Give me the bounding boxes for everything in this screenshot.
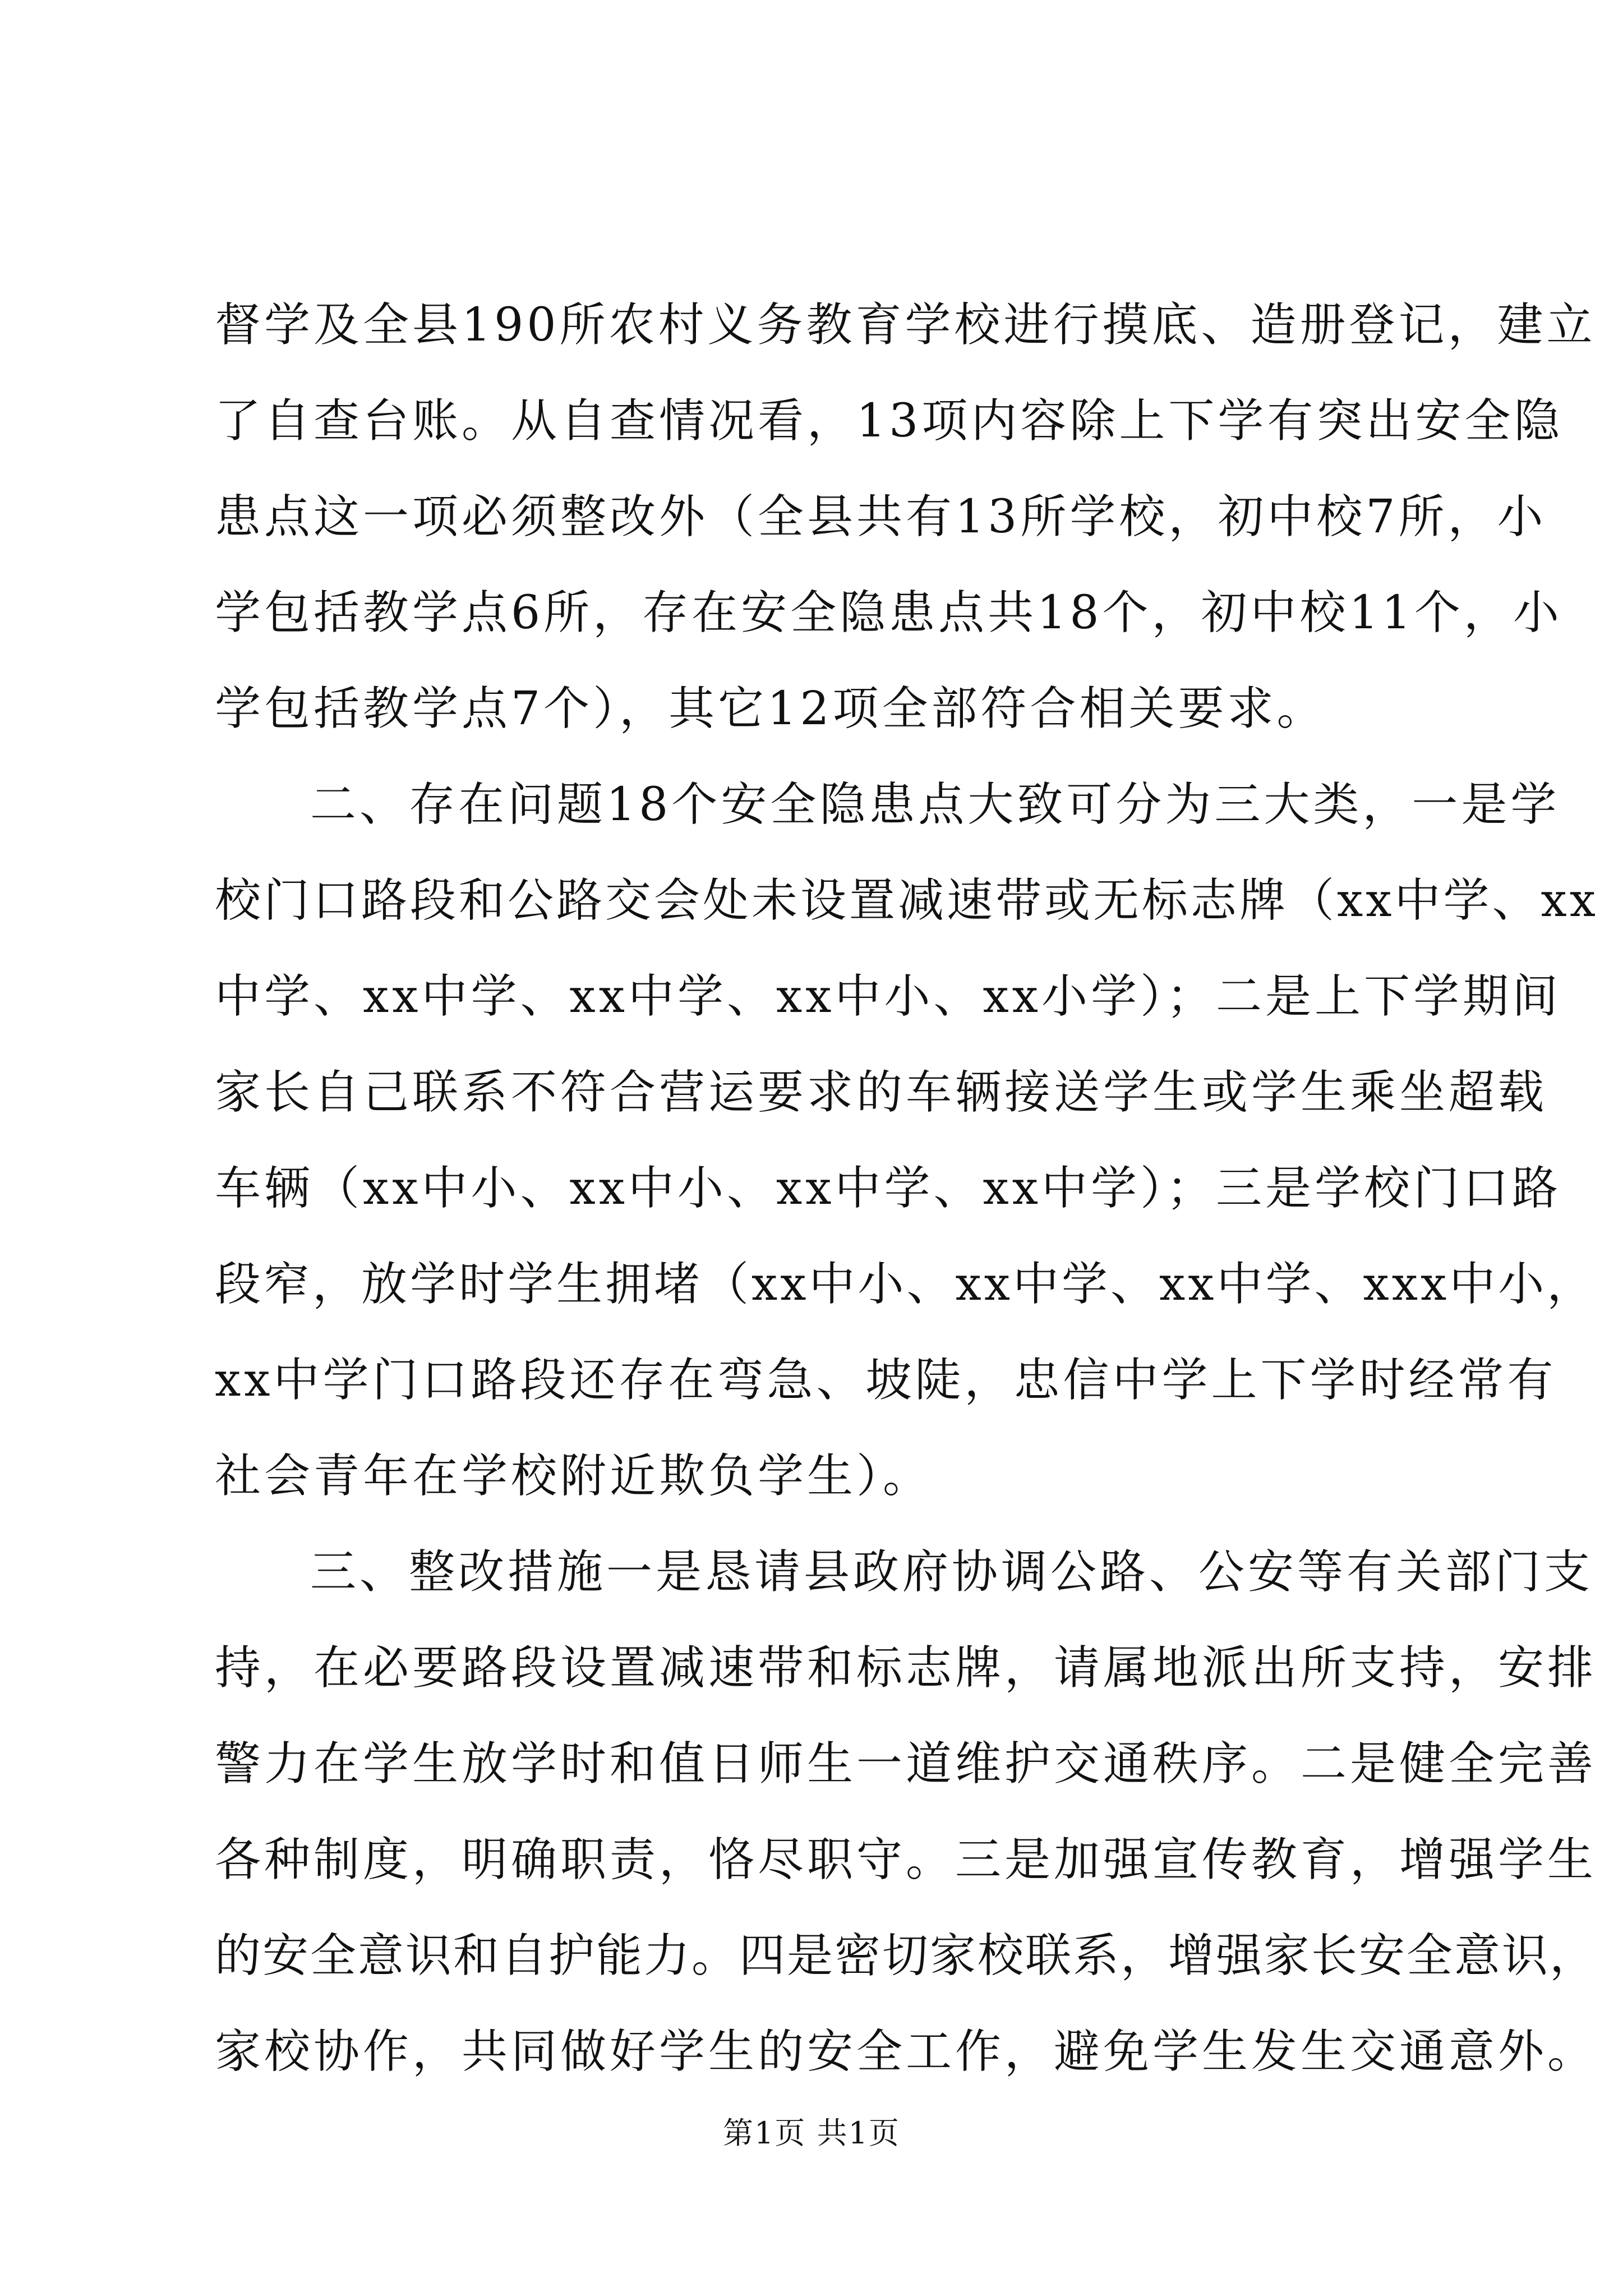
text-line: xx中学门口路段还存在弯急、坡陡，忠信中学上下学时经常有 [215,1354,1557,1407]
text-line: 警力在学生放学时和值日师生一道维护交通秩序。二是健全完善 [215,1737,1597,1791]
text-line: 车辆（xx中小、xx中小、xx中学、xx中学）；三是学校门口路 [215,1162,1561,1215]
section-heading-line: 二、存在问题18个安全隐患点大致可分为三大类，一是学 [310,778,1560,831]
text-line: 了自查台账。从自查情况看，13项内容除上下学有突出安全隐 [215,394,1564,448]
text-line: 持，在必要路段设置减速带和标志牌，请属地派出所支持，安排 [215,1641,1597,1695]
section-heading-line: 三、整改措施一是恳请县政府协调公路、公安等有关部门支 [310,1545,1594,1599]
text-line: 的安全意识和自护能力。四是密切家校联系，增强家长安全意识， [215,1929,1598,1982]
page-number-footer: 第1页 共1页 [723,2115,900,2151]
text-line: 督学及全县190所农村义务教育学校进行摸底、造册登记，建立 [215,298,1596,352]
text-line: 家校协作，共同做好学生的安全工作，避免学生发生交通意外。 [215,2025,1597,2078]
text-line: 家长自己联系不符合营运要求的车辆接送学生或学生乘坐超载 [215,1066,1548,1119]
text-line: 中学、xx中学、xx中学、xx中小、xx小学）；二是上下学期间 [215,970,1561,1023]
text-line: 各种制度，明确职责，恪尽职守。三是加强宣传教育，增强学生 [215,1833,1597,1887]
text-line: 患点这一项必须整改外（全县共有13所学校，初中校7所，小 [215,490,1547,544]
text-line: 校门口路段和公路交会处未设置减速带或无标志牌（xx中学、xx [215,874,1598,927]
text-line: 段窄，放学时学生拥堵（xx中小、xx中学、xx中学、xxx中小， [215,1258,1596,1311]
text-line: 学包括教学点6所，存在安全隐患点共18个，初中校11个，小 [215,586,1562,639]
text-line: 学包括教学点7个），其它12项全部符合相关要求。 [215,682,1326,735]
text-line: 社会青年在学校附近欺负学生）。 [215,1450,933,1503]
